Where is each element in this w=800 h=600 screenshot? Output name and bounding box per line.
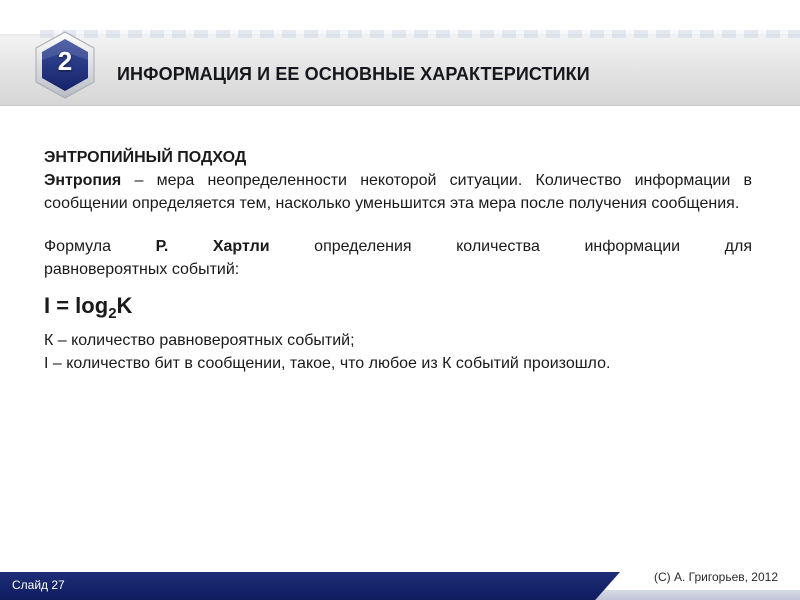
i-definition: I – количество бит в сообщении, такое, что любое из К событий произошло. (44, 355, 611, 372)
k-definition: К – количество равновероятных событий; (44, 332, 355, 349)
formula-log-base: 2 (108, 305, 117, 322)
section-number-badge: 2 (57, 46, 73, 76)
header-accent-stripes (40, 30, 800, 38)
hartley-prefix: Формула (44, 238, 156, 255)
copyright-text: (C) А. Григорьев, 2012 (654, 570, 778, 584)
slide-title: ИНФОРМАЦИЯ И ЕЕ ОСНОВНЫЕ ХАРАКТЕРИСТИКИ (117, 64, 590, 84)
hartley-line1-suffix: определения количества информации для (269, 238, 752, 255)
slide-number: Слайд 27 (12, 578, 65, 592)
hartley-formula (44, 291, 752, 321)
formula-lhs: I = log (44, 293, 109, 318)
entropy-definition: – мера неопределенности некоторой ситуации. Количество информации в сообщении определяется тем, насколько уменьшится эта мера после получения сообщения. (44, 172, 752, 212)
hartley-line-1 (44, 235, 752, 258)
entropy-paragraph (44, 169, 752, 215)
hartley-line-2: равновероятных событий: (44, 261, 240, 278)
section-heading: ЭНТРОПИЙНЫЙ ПОДХОД (44, 149, 247, 166)
hartley-name: Р. Хартли (155, 238, 270, 255)
slide-content (44, 146, 752, 375)
footer-bar (0, 572, 620, 600)
formula-argument: K (116, 293, 133, 318)
entropy-term: Энтропия (44, 172, 122, 189)
